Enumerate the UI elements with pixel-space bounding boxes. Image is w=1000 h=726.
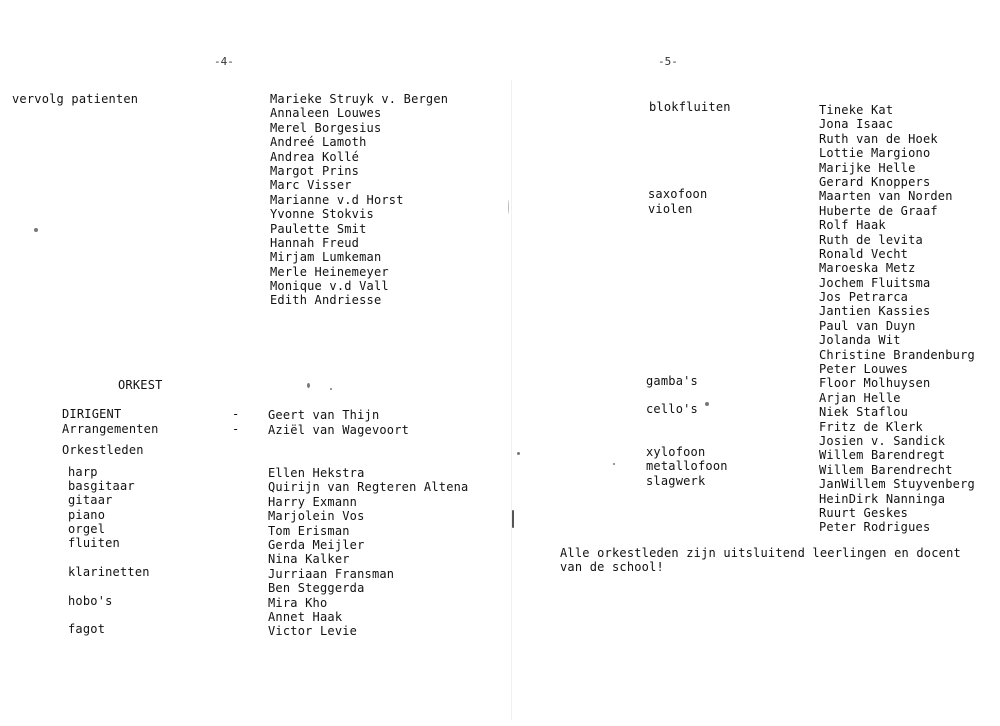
scan-speck xyxy=(517,452,520,455)
list-item: Harry Exmann xyxy=(268,494,358,509)
instrument-label: violen xyxy=(648,202,693,216)
role-label: Arrangementen xyxy=(62,422,159,436)
list-item: Marc Visser xyxy=(270,178,352,193)
list-item: Merel Borgesius xyxy=(270,120,382,135)
list-item: Marjolein Vos xyxy=(268,509,365,524)
list-item: Peter Louwes xyxy=(819,362,909,377)
list-item: Gerda Meijler xyxy=(268,537,365,552)
list-item: Ronald Vecht xyxy=(819,246,909,261)
list-item: Willem Barendrecht xyxy=(819,462,953,477)
instrument-label: cello's xyxy=(646,402,698,416)
closing-note-line-2: van de school! xyxy=(560,560,664,574)
scan-speck xyxy=(705,402,709,406)
list-item: Christine Brandenburg xyxy=(819,347,975,362)
list-item: Yvonne Stokvis xyxy=(270,207,374,222)
list-item: Willem Barendregt xyxy=(819,448,946,463)
list-item: Annet Haak xyxy=(268,609,343,624)
list-item: Hannah Freud xyxy=(270,235,360,250)
instrument-label: slagwerk xyxy=(646,474,706,488)
role-name: Geert van Thijn xyxy=(268,408,380,422)
instrument-label: piano xyxy=(68,508,106,522)
instrument-label: klarinetten xyxy=(68,565,150,579)
list-item: Lottie Margiono xyxy=(819,146,931,161)
list-item: Paul van Duyn xyxy=(819,318,916,333)
page-number-left: -4- xyxy=(214,55,234,68)
list-item: Maroeska Metz xyxy=(819,261,916,276)
list-item: Victor Levie xyxy=(268,624,358,639)
instrument-label: hobo's xyxy=(68,594,113,608)
patients-list xyxy=(270,92,448,308)
instrument-label: saxofoon xyxy=(648,187,708,201)
list-item: Marieke Struyk v. Bergen xyxy=(270,92,449,106)
list-item: Paulette Smit xyxy=(270,221,367,236)
list-item: Gerard Knoppers xyxy=(819,174,931,189)
list-item: Tom Erisman xyxy=(268,523,350,538)
role-label: DIRIGENT xyxy=(62,407,122,421)
list-item: Niek Staflou xyxy=(819,405,909,420)
role-name: Aziël van Wagevoort xyxy=(268,423,410,437)
list-item: Annaleen Louwes xyxy=(270,106,382,121)
list-item: Arjan Helle xyxy=(819,390,901,405)
instrument-label: fagot xyxy=(68,622,106,636)
scan-mark xyxy=(508,200,509,214)
list-item: Josien v. Sandick xyxy=(819,433,946,448)
instrument-label: basgitaar xyxy=(68,479,135,493)
closing-note-line-1: Alle orkestleden zijn uitsluitend leerlingen en docent xyxy=(560,546,961,560)
orkest-heading: ORKEST xyxy=(118,378,163,392)
list-item: Jolanda Wit xyxy=(819,333,901,348)
list-item: Ruth de levita xyxy=(819,232,923,247)
role-dash: - xyxy=(232,407,240,421)
instrument-label: gitaar xyxy=(68,493,113,507)
list-item: Peter Rodrigues xyxy=(819,520,931,535)
list-item: Andreé Lamoth xyxy=(270,135,367,150)
list-item: Jos Petrarca xyxy=(819,290,909,305)
list-item: Merle Heinemeyer xyxy=(270,264,389,279)
list-item: HeinDirk Nanninga xyxy=(819,491,946,506)
list-item: Ruth van de Hoek xyxy=(819,131,938,146)
instrument-label: gamba's xyxy=(646,374,698,388)
instrument-label: xylofoon xyxy=(646,445,706,459)
scan-speck xyxy=(307,383,310,388)
list-item: Margot Prins xyxy=(270,163,360,178)
page-number-right: -5- xyxy=(658,55,678,68)
instrument-label: metallofoon xyxy=(646,459,728,473)
role-dash: - xyxy=(232,422,240,436)
section-label: vervolg patienten xyxy=(12,92,139,106)
list-item: Nina Kalker xyxy=(268,552,350,567)
list-item: Ellen Hekstra xyxy=(268,466,365,480)
list-item: Maarten van Norden xyxy=(819,189,953,204)
members-list-left xyxy=(268,466,468,639)
scan-speck xyxy=(613,463,615,465)
scan-speck xyxy=(330,388,332,390)
members-list-right xyxy=(819,103,975,535)
scan-speck xyxy=(34,228,38,232)
instrument-label: blokfluiten xyxy=(649,100,731,114)
instrument-label: harp xyxy=(68,465,98,479)
list-item: Fritz de Klerk xyxy=(819,419,923,434)
list-item: Ben Steggerda xyxy=(268,581,365,596)
list-item: Ruurt Geskes xyxy=(819,505,909,520)
list-item: Edith Andriesse xyxy=(270,293,382,308)
list-item: JanWillem Stuyvenberg xyxy=(819,477,975,492)
list-item: Marianne v.d Horst xyxy=(270,192,404,207)
list-item: Jurriaan Fransman xyxy=(268,566,395,581)
list-item: Jona Isaac xyxy=(819,117,894,132)
scan-mark xyxy=(512,510,514,528)
instrument-label: orgel xyxy=(68,522,106,536)
list-item: Floor Molhuysen xyxy=(819,376,931,391)
list-item: Andrea Kollé xyxy=(270,149,360,164)
list-item: Quirijn van Regteren Altena xyxy=(268,480,469,495)
list-item: Mirjam Lumkeman xyxy=(270,250,382,265)
list-item: Rolf Haak xyxy=(819,218,886,233)
instrument-label: fluiten xyxy=(68,536,120,550)
list-item: Huberte de Graaf xyxy=(819,203,938,218)
list-item: Jantien Kassies xyxy=(819,304,931,319)
list-item: Mira Kho xyxy=(268,595,328,610)
page-fold xyxy=(511,80,512,720)
list-item: Jochem Fluitsma xyxy=(819,275,931,290)
orkestleden-label: Orkestleden xyxy=(62,443,144,457)
list-item: Monique v.d Vall xyxy=(270,279,389,294)
list-item: Tineke Kat xyxy=(819,103,894,117)
list-item: Marijke Helle xyxy=(819,160,916,175)
